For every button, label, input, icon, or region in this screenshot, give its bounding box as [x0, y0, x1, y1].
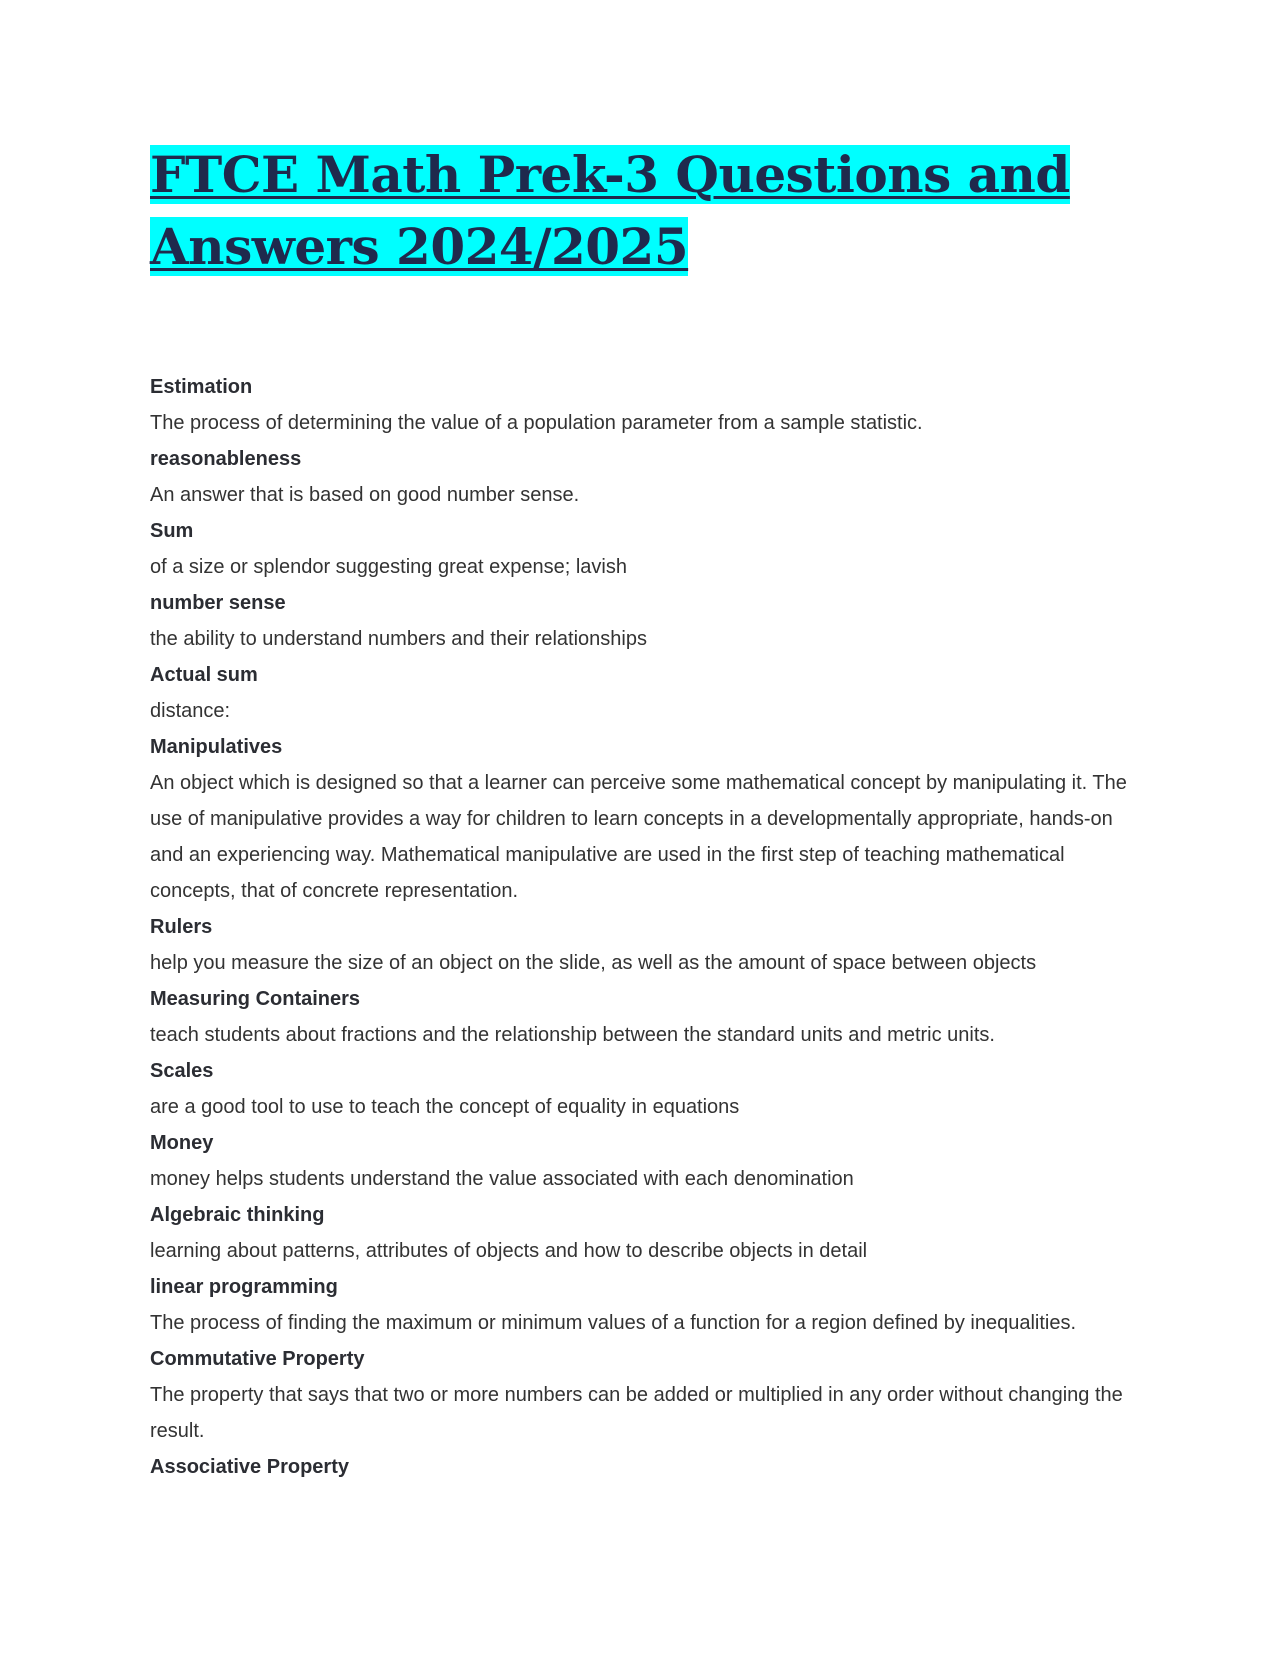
term-label: Commutative Property — [150, 1348, 365, 1370]
term-entry-number-sense — [150, 585, 1150, 657]
term-label: Measuring Containers — [150, 988, 361, 1010]
term-definition: An object which is designed so that a learner can perceive some mathematical concept by manipulating it. The use of manipulative provides a way for children to learn concepts in a developmentally appropriate, hands-on and an experiencing way. Mathematical manipulative are used in the first step of teaching mathematical concepts, that of concrete representation. — [150, 772, 1127, 902]
term-label: Scales — [150, 1060, 214, 1082]
term-label: linear programming — [150, 1276, 338, 1298]
term-entry-reasonableness — [150, 441, 1150, 513]
term-entry-estimation — [150, 369, 1150, 441]
term-entry-algebraic-thinking — [150, 1197, 1150, 1269]
term-label: Sum — [150, 520, 194, 542]
term-definition: money helps students understand the value associated with each denomination — [150, 1168, 854, 1190]
term-entry-measuring-containers — [150, 981, 1150, 1053]
term-entry-linear-programming — [150, 1269, 1150, 1341]
term-entry-actual-sum — [150, 657, 1150, 729]
term-definition: The process of finding the maximum or minimum values of a function for a region defined by inequalities. — [150, 1312, 1077, 1334]
term-label: Money — [150, 1132, 214, 1154]
term-entry-money — [150, 1125, 1150, 1197]
term-label: Rulers — [150, 916, 213, 938]
term-entry-manipulatives — [150, 729, 1150, 909]
term-label: Algebraic thinking — [150, 1204, 325, 1226]
term-entry-commutative-property — [150, 1341, 1150, 1449]
term-entry-scales — [150, 1053, 1150, 1125]
term-definition: teach students about fractions and the relationship between the standard units and metric units. — [150, 1024, 995, 1046]
term-definition: An answer that is based on good number sense. — [150, 484, 580, 506]
term-definition: help you measure the size of an object on the slide, as well as the amount of space between objects — [150, 952, 1037, 974]
term-definition: distance: — [150, 700, 231, 722]
document-title: FTCE Math Prek-3 Questions and Answers 2024/2025 — [150, 145, 1070, 276]
term-definition: the ability to understand numbers and their relationships — [150, 628, 647, 650]
term-definition: are a good tool to use to teach the concept of equality in equations — [150, 1096, 740, 1118]
term-definition: The property that says that two or more numbers can be added or multiplied in any order without changing the result. — [150, 1384, 1123, 1442]
term-entry-associative-property — [150, 1449, 1150, 1485]
term-label: Estimation — [150, 376, 253, 398]
term-definition: learning about patterns, attributes of objects and how to describe objects in detail — [150, 1240, 868, 1262]
term-entry-rulers — [150, 909, 1150, 981]
term-label: Manipulatives — [150, 736, 283, 758]
term-label: Actual sum — [150, 664, 258, 686]
term-list — [150, 369, 1150, 1485]
term-definition: of a size or splendor suggesting great expense; lavish — [150, 556, 627, 578]
term-definition: The process of determining the value of a population parameter from a sample statistic. — [150, 412, 923, 434]
document-title-block — [150, 145, 1150, 289]
term-label: reasonableness — [150, 448, 302, 470]
term-entry-sum — [150, 513, 1150, 585]
term-label: Associative Property — [150, 1456, 349, 1478]
term-label: number sense — [150, 592, 286, 614]
